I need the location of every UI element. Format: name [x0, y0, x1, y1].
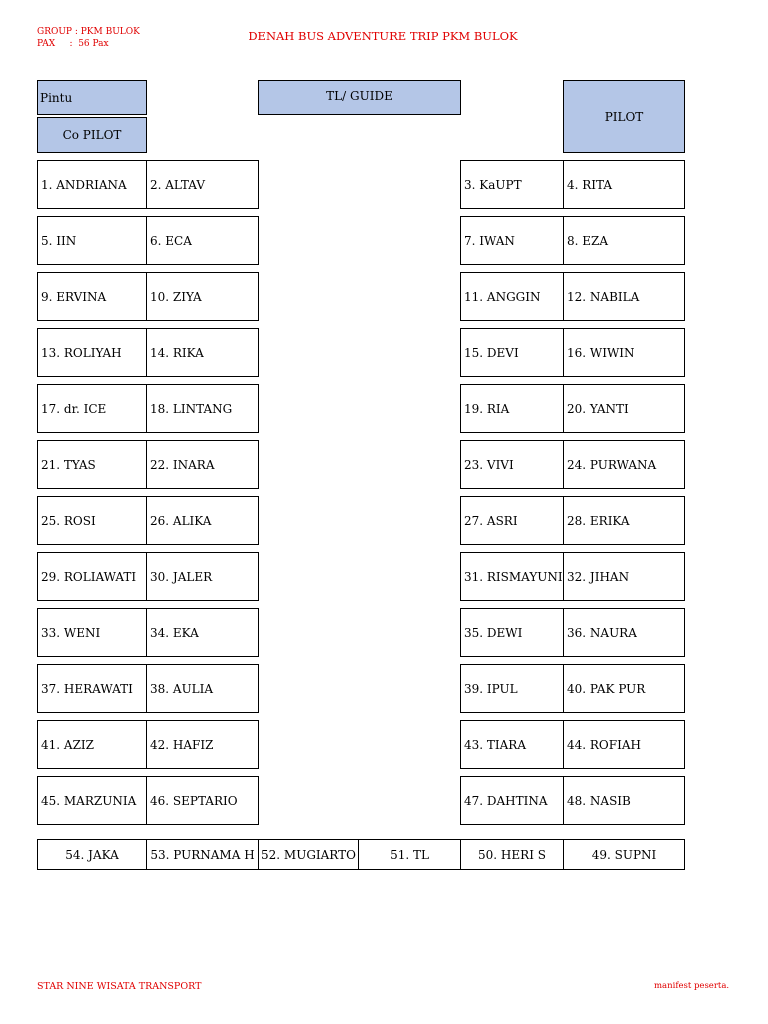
- seat-cell: 3. KaUPT: [460, 160, 564, 209]
- seat-cell: 10. ZIYA: [146, 272, 259, 321]
- seat-cell: 15. DEVI: [460, 328, 564, 377]
- seat-cell: 21. TYAS: [37, 440, 147, 489]
- pax-label: PAX : 56 Pax: [37, 39, 109, 49]
- back-seat-cell: 51. TL: [358, 839, 461, 870]
- seat-cell: 5. IIN: [37, 216, 147, 265]
- seat-cell: 41. AZIZ: [37, 720, 147, 769]
- seat-cell: 11. ANGGIN: [460, 272, 564, 321]
- seat-cell: 47. DAHTINA: [460, 776, 564, 825]
- seat-cell: 37. HERAWATI: [37, 664, 147, 713]
- seat-cell: 14. RIKA: [146, 328, 259, 377]
- seat-cell: 6. ECA: [146, 216, 259, 265]
- company-label: STAR NINE WISATA TRANSPORT: [37, 981, 202, 992]
- pilot-label: PILOT: [604, 109, 644, 124]
- door-label: Pintu: [40, 91, 73, 105]
- seat-cell: 8. EZA: [563, 216, 685, 265]
- seat-cell: 23. VIVI: [460, 440, 564, 489]
- co-pilot-box: [37, 117, 147, 153]
- seat-cell: 30. JALER: [146, 552, 259, 601]
- seat-cell: 44. ROFIAH: [563, 720, 685, 769]
- seat-cell: 22. INARA: [146, 440, 259, 489]
- back-seat-cell: 54. JAKA: [37, 839, 147, 870]
- seat-cell: 32. JIHAN: [563, 552, 685, 601]
- co-pilot-label: Co PILOT: [62, 128, 122, 142]
- seat-cell: 48. NASIB: [563, 776, 685, 825]
- seat-cell: 4. RITA: [563, 160, 685, 209]
- seat-cell: 42. HAFIZ: [146, 720, 259, 769]
- seat-cell: 19. RIA: [460, 384, 564, 433]
- seat-cell: 35. DEWI: [460, 608, 564, 657]
- seat-cell: 31. RISMAYUNI: [460, 552, 564, 601]
- seat-cell: 45. MARZUNIA: [37, 776, 147, 825]
- seat-cell: 17. dr. ICE: [37, 384, 147, 433]
- back-seat-cell: 50. HERI S: [460, 839, 564, 870]
- seat-cell: 34. EKA: [146, 608, 259, 657]
- back-seat-cell: 52. MUGIARTO: [258, 839, 359, 870]
- seat-cell: 46. SEPTARIO: [146, 776, 259, 825]
- seat-cell: 36. NAURA: [563, 608, 685, 657]
- seat-cell: 7. IWAN: [460, 216, 564, 265]
- seat-cell: 2. ALTAV: [146, 160, 259, 209]
- back-seat-cell: 53. PURNAMA H: [146, 839, 259, 870]
- door-box: [37, 80, 147, 115]
- group-label: GROUP : PKM BULOK: [37, 27, 140, 37]
- page-title: DENAH BUS ADVENTURE TRIP PKM BULOK: [248, 29, 518, 43]
- seat-cell: 18. LINTANG: [146, 384, 259, 433]
- tl-guide-box: [258, 80, 461, 115]
- manifest-label: manifest peserta.: [654, 981, 730, 991]
- tl-guide-label: TL/ GUIDE: [326, 89, 393, 103]
- seat-cell: 43. TIARA: [460, 720, 564, 769]
- seat-cell: 39. IPUL: [460, 664, 564, 713]
- seat-cell: 40. PAK PUR: [563, 664, 685, 713]
- seat-cell: 27. ASRI: [460, 496, 564, 545]
- back-seat-cell: 49. SUPNI: [563, 839, 685, 870]
- seat-cell: 38. AULIA: [146, 664, 259, 713]
- seat-cell: 33. WENI: [37, 608, 147, 657]
- seat-cell: 1. ANDRIANA: [37, 160, 147, 209]
- pilot-box: [563, 80, 685, 153]
- seat-cell: 25. ROSI: [37, 496, 147, 545]
- seat-cell: 16. WIWIN: [563, 328, 685, 377]
- seat-cell: 12. NABILA: [563, 272, 685, 321]
- seat-cell: 20. YANTI: [563, 384, 685, 433]
- seat-cell: 24. PURWANA: [563, 440, 685, 489]
- seat-cell: 29. ROLIAWATI: [37, 552, 147, 601]
- seat-cell: 28. ERIKA: [563, 496, 685, 545]
- seat-cell: 9. ERVINA: [37, 272, 147, 321]
- seat-cell: 26. ALIKA: [146, 496, 259, 545]
- seat-cell: 13. ROLIYAH: [37, 328, 147, 377]
